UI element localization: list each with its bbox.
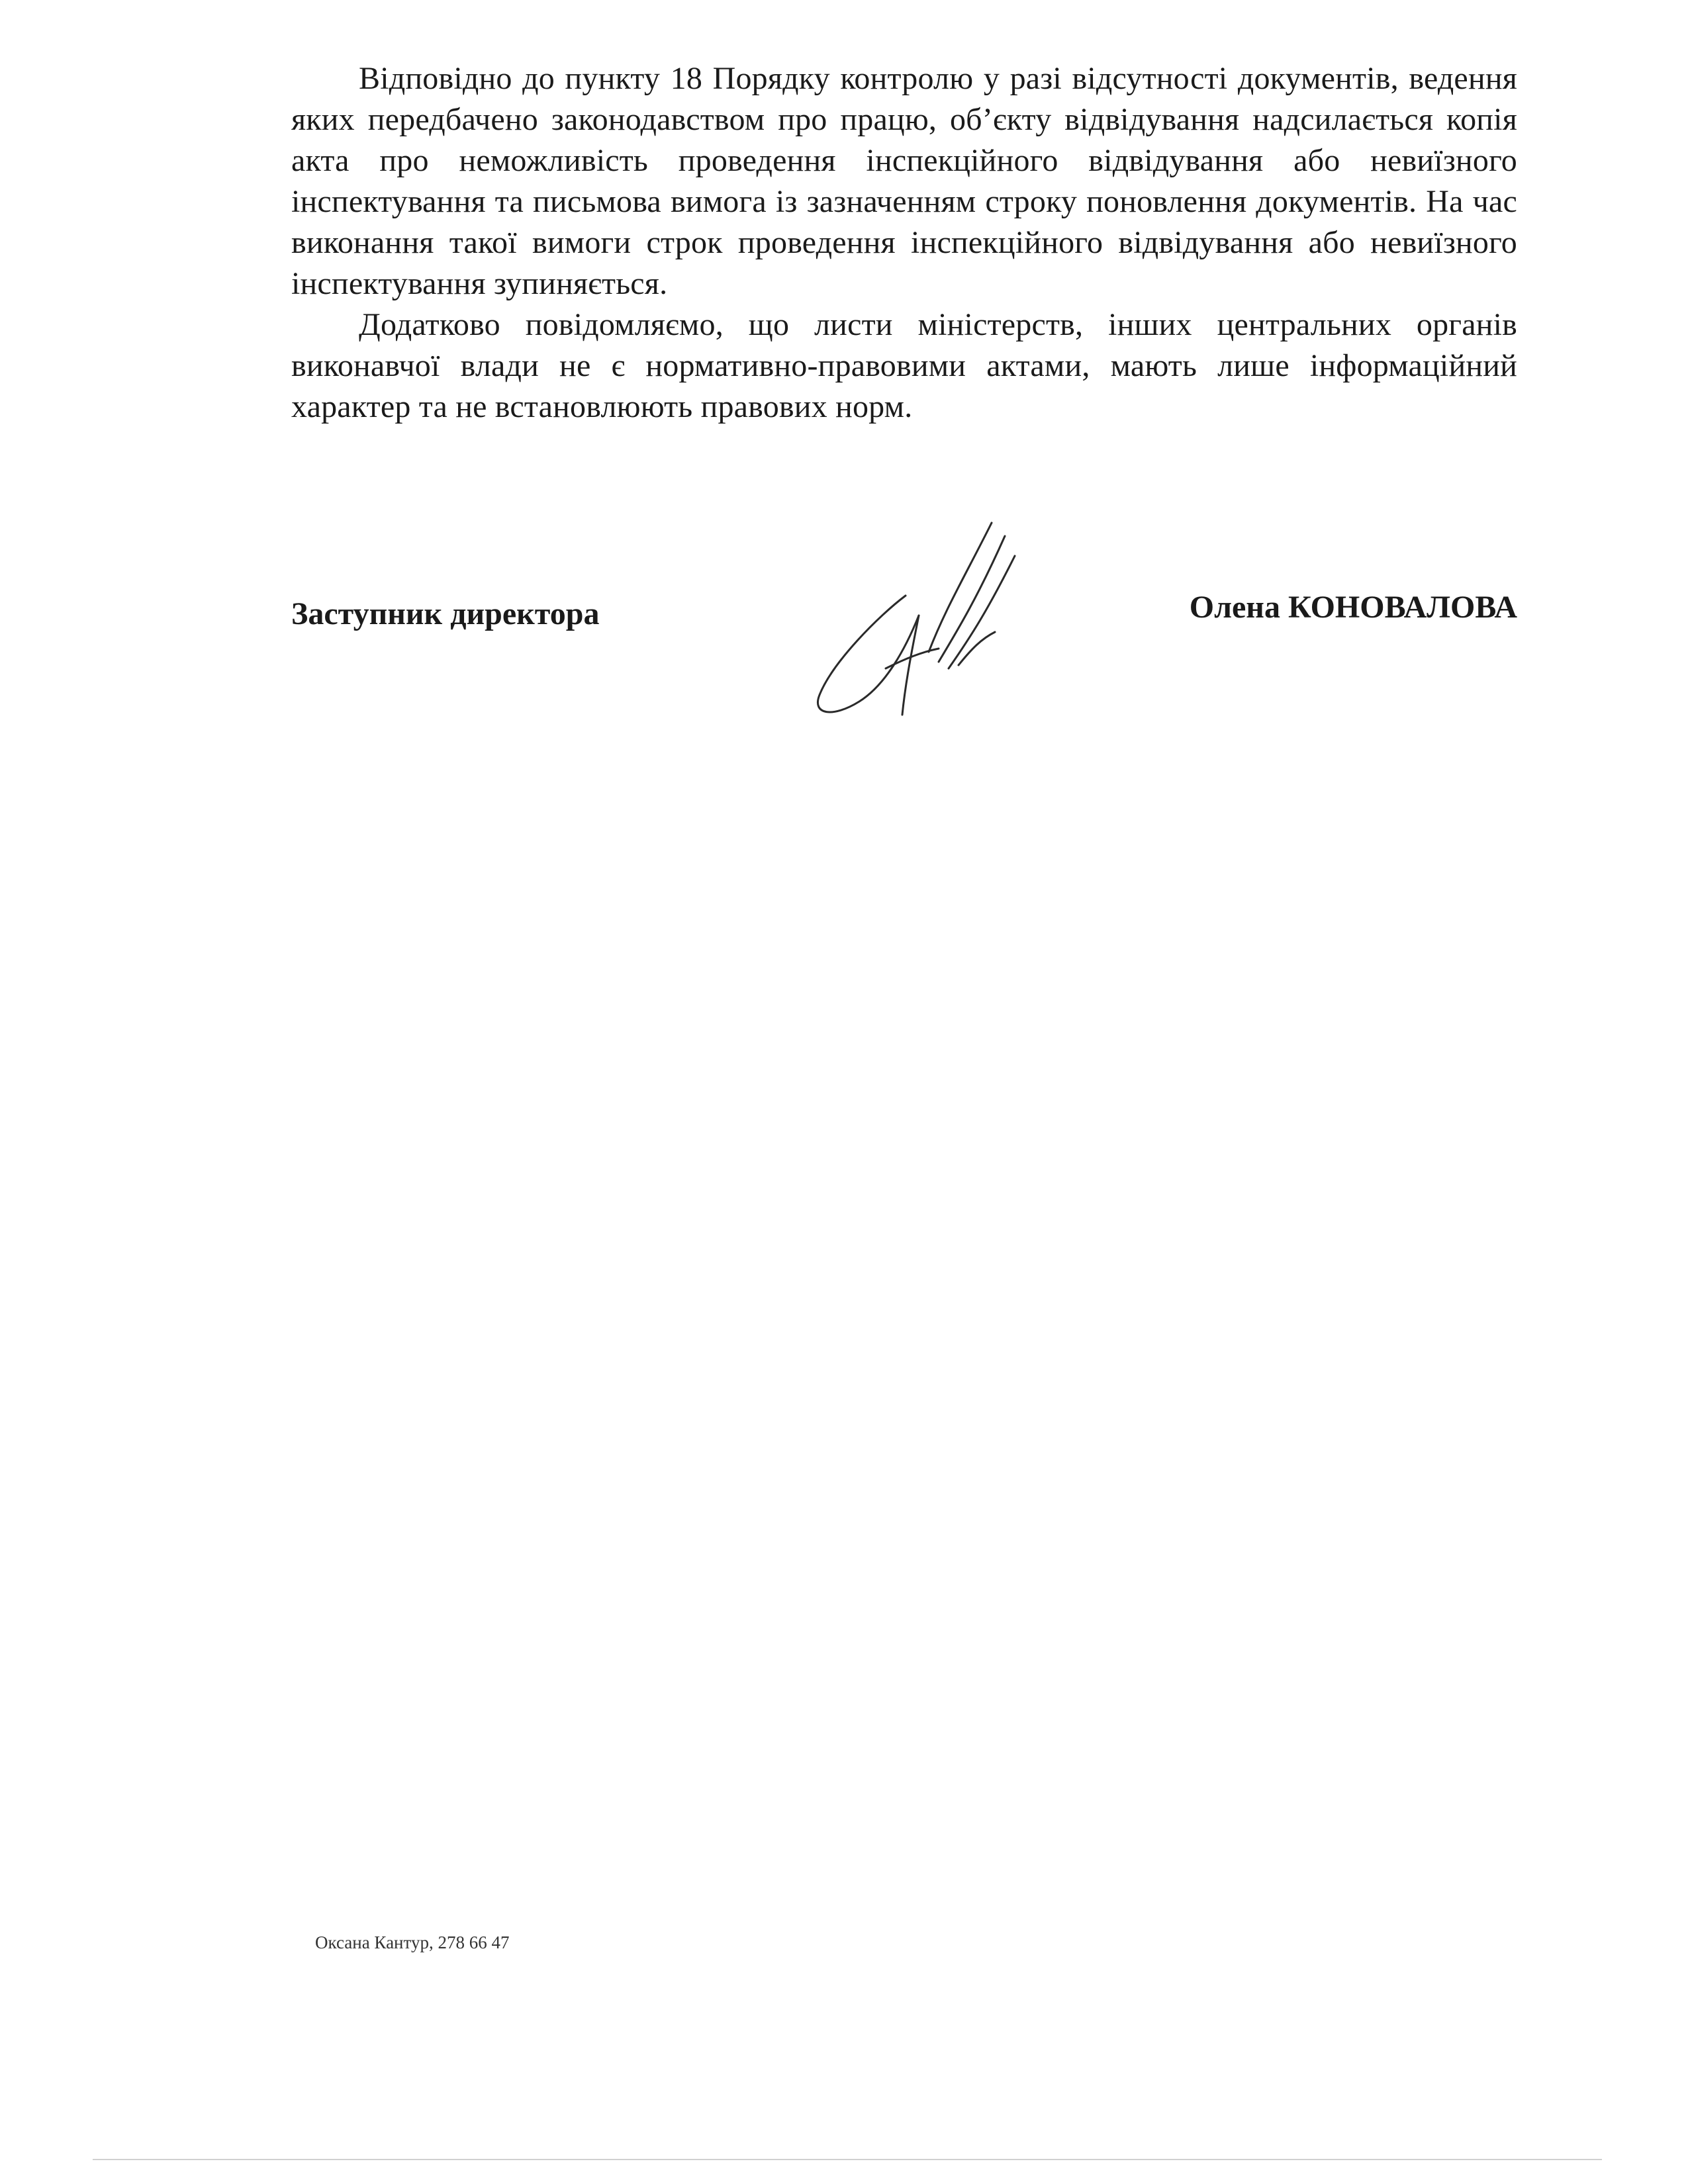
page-bottom-divider (93, 2159, 1602, 2160)
signatory-name: Олена КОНОВАЛОВА (1189, 590, 1517, 625)
letter-body (291, 58, 1517, 428)
signatory-position: Заступник директора (291, 596, 600, 631)
handwritten-signature-icon (806, 516, 1045, 728)
executor-contact: Оксана Кантур, 278 66 47 (315, 1933, 510, 1952)
paragraph-additional-info: Додатково повідомляємо, що листи міністерств, інших центральних органів виконавчої влади не є нормативно-правовими актами, мають лише інформаційний характер та не встановлюють правових норм. (291, 307, 1517, 424)
paragraph-legal-basis: Відповідно до пункту 18 Порядку контролю у разі відсутності документів, ведення яких передбачено законодавством про працю, об’єкту відвідування надсилається копія акта про неможливість проведення інспекційного відвідування або невиїзного інспектування та письмова вимога із зазначенням строку поновлення документів. На час виконання такої вимоги строк проведення інспекційного відвідування або невиїзного інспектування зупиняється. (291, 61, 1517, 301)
